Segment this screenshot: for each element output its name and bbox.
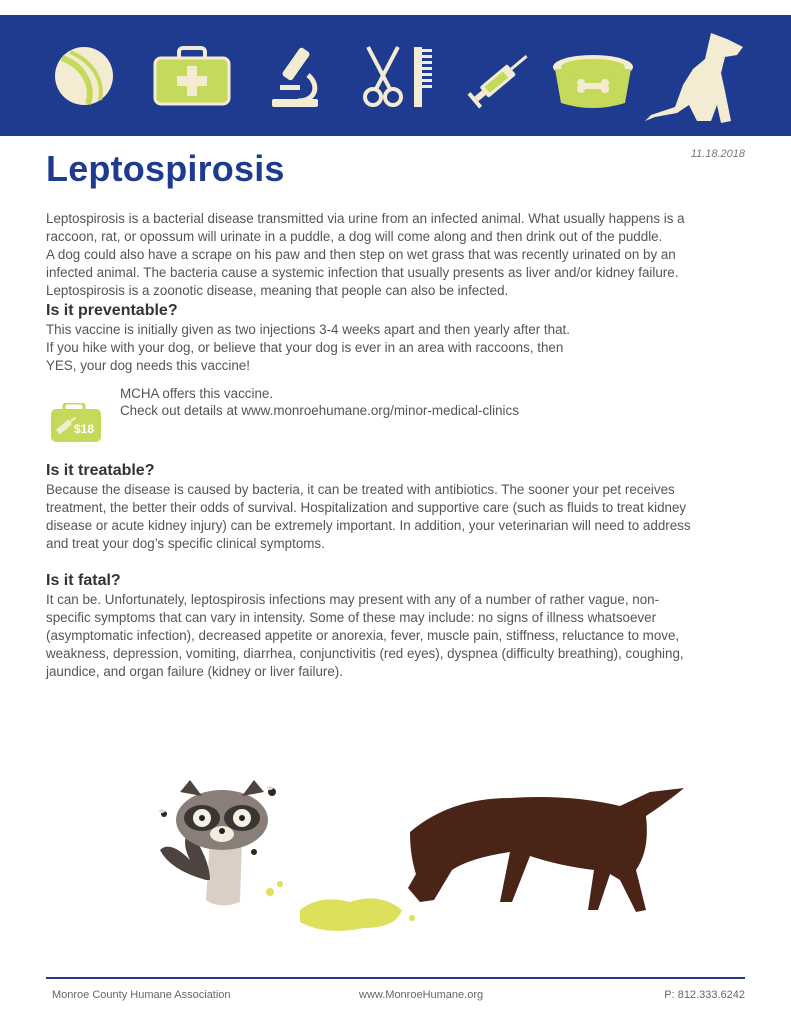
- document-date: 11.18.2018: [690, 148, 745, 160]
- intro-line: raccoon, rat, or opossum will urinate in a puddle, a dog will come along and then drink out of the puddle.: [46, 229, 663, 244]
- offer-line: MCHA offers this vaccine.: [120, 386, 274, 401]
- dog-silhouette-icon: [641, 25, 751, 135]
- syringe-icon: [464, 45, 538, 109]
- vaccine-price-badge: [50, 403, 102, 443]
- intro-line: Leptospirosis is a zoonotic disease, meaning that people can also be infected.: [46, 283, 509, 298]
- section-line: (asymptomatic infection), decreased appetite or anorexia, fever, muscle pain, stiffness, reluctance to move,: [46, 628, 680, 643]
- intro-line: Leptospirosis is a bacterial disease transmitted via urine from an infected animal. What usually happens is a: [46, 211, 685, 226]
- vaccine-offer: [120, 385, 519, 419]
- section-line: specific symptoms that can vary in intensity. Some of these may include: no signs of illness whatsoever: [46, 610, 657, 625]
- section-line: This vaccine is initially given as two injections 3-4 weeks apart and then yearly after that.: [46, 322, 570, 337]
- section-line: jaundice, and organ failure (kidney or liver failure).: [46, 664, 343, 679]
- intro-line: infected animal. The bacteria cause a systemic infection that usually presents as liver and/or kidney failure.: [46, 265, 679, 280]
- section-fatal: [46, 571, 746, 681]
- section-heading: Is it treatable?: [46, 462, 155, 479]
- section-line: treatment, the better their odds of survival. Hospitalization and supportive care (such as fluids to treat kidney: [46, 500, 687, 515]
- dog-silhouette: [408, 788, 684, 912]
- intro-paragraph: [46, 210, 746, 300]
- vaccine-price: $18: [74, 422, 95, 436]
- section-preventable: [46, 301, 746, 375]
- section-treatable: [46, 461, 746, 553]
- section-line: It can be. Unfortunately, leptospirosis infections may present with any of a number of rather vague, non-: [46, 592, 660, 607]
- raccoon-image: [160, 780, 268, 906]
- section-line: and treat your dog’s specific clinical symptoms.: [46, 536, 325, 551]
- microscope-icon: [268, 45, 323, 109]
- section-heading: Is it fatal?: [46, 572, 121, 589]
- page-title: Leptospirosis: [46, 148, 285, 189]
- ball-icon: [54, 46, 114, 106]
- section-line: YES, your dog needs this vaccine!: [46, 358, 250, 373]
- footer-phone: P: 812.333.6242: [664, 989, 745, 1001]
- offer-link[interactable]: Check out details at www.monroehumane.org/minor-medical-clinics: [120, 403, 519, 418]
- section-line: Because the disease is caused by bacteria, it can be treated with antibiotics. The sooner your pet receives: [46, 482, 675, 497]
- section-line: If you hike with your dog, or believe that your dog is ever in an area with raccoons, then: [46, 340, 564, 355]
- footer-website[interactable]: www.MonroeHumane.org: [359, 989, 484, 1001]
- first-aid-kit-icon: [153, 46, 231, 106]
- intro-line: A dog could also have a scrape on his paw and then step on wet grass that was recently urinated on by an: [46, 247, 676, 262]
- scissors-comb-icon: [360, 45, 436, 109]
- section-line: weakness, depression, vomiting, diarrhea, conjunctivitis (red eyes), dyspnea (difficulty breathing), coughing,: [46, 646, 684, 661]
- header-banner: [0, 15, 791, 136]
- dog-bowl-icon: [551, 53, 635, 111]
- section-line: disease or acute kidney injury) can be extremely important. In addition, your veterinarian will need to address: [46, 518, 691, 533]
- section-heading: Is it preventable?: [46, 302, 178, 319]
- footer-divider: [46, 977, 745, 979]
- footer-org: Monroe County Humane Association: [52, 989, 231, 1001]
- raccoon-dog-illustration: [150, 770, 690, 940]
